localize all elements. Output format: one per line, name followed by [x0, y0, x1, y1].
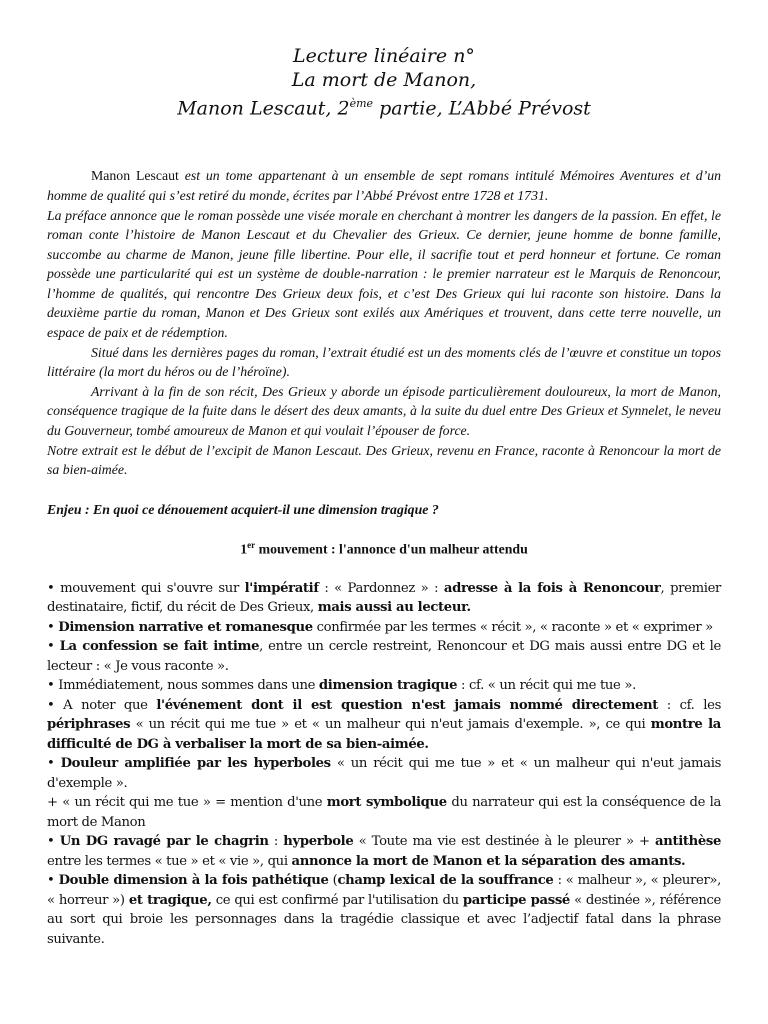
document-title	[47, 44, 721, 120]
note-item: + « un récit qui me tue » = mention d'une mort symbolique du narrateur qui est la conséquence de la mort de Manon	[47, 795, 721, 830]
intro-paragraph-2: La préface annonce que le roman possède une visée morale en cherchant à montrer les dangers de la passion. En effet, le roman conte l’histoire de Manon Lescaut et du Chevalier des Grieux. Ce dernier, jeune homme de bonne famille, succombe au charme de Manon, jeune fille libertine. Pour elle, il sacrifie tout et perd honneur et fortune. Ce roman possède une particularité qui est un système de double-narration : le premier narrateur est le Marquis de Renoncour, l’homme de qualités, qui rencontre Des Grieux deux fois, et c’est Des Grieux qui lui raconte son histoire. Dans la deuxième partie du roman, Manon et Des Grieux sont exilés aux Amériques et trouvent, dans cette terre nouvelle, un espace de paix et de rédemption.	[47, 207, 721, 341]
note-item: • Un DG ravagé par le chagrin : hyperbole « Toute ma vie est destinée à le pleurer » + antithèse entre les termes « tue » et « vie », qui annonce la mort de Manon et la séparation des amants.	[47, 834, 721, 869]
title-line-3: Manon Lescaut, 2ème partie, L’Abbé Prévost	[177, 97, 591, 120]
movement-heading: 1er mouvement : l'annonce d'un malheur attendu	[240, 540, 528, 558]
title-line-1: Lecture linéaire n°	[293, 45, 475, 67]
note-item: • Double dimension à la fois pathétique (champ lexical de la souffrance : « malheur », « pleurer», « horreur ») et tragique, ce qui est confirmé par l'utilisation du participe passé « destinée », référence au sort qui broie les personnages dans la tragédie classique et avec l’adjectif fatal dans la phrase suivante.	[47, 873, 722, 947]
note-item: • Immédiatement, nous sommes dans une dimension tragique : cf. « un récit qui me tue ».	[47, 678, 636, 694]
enjeu-question: Enjeu : En quoi ce dénouement acquiert-il une dimension tragique ?	[47, 501, 439, 517]
title-line-2: La mort de Manon,	[291, 69, 477, 91]
note-item: • La confession se fait intime, entre un cercle restreint, Renoncour et DG mais aussi entre DG et le lecteur : « Je vous raconte ».	[47, 639, 721, 674]
intro-paragraph-1: Manon Lescaut est un tome appartenant à un ensemble de sept romans intitulé Mémoires Aventures et d’un homme de qualité qui s’est retiré du monde, écrites par l’Abbé Prévost entre 1728 et 1731.	[47, 168, 722, 203]
intro-paragraph-4: Arrivant à la fin de son récit, Des Grieux y aborde un épisode particulièrement douloureux, la mort de Manon, conséquence tragique de la fuite dans le désert des deux amants, à la suite du duel entre Des Grieux et Synnelet, le neveu du Gouverneur, tombé amoureux de Manon et qui voulait l’épouser de force.	[47, 383, 721, 439]
note-item: • A noter que l'événement dont il est question n'est jamais nommé directement : cf. les périphrases « un récit qui me tue » et « un malheur qui n'eut jamais d'exemple. », ce qui montre la difficulté de DG à verbaliser la mort de sa bien-aimée.	[47, 697, 721, 752]
intro-paragraph-5: Notre extrait est le début de l’excipit de Manon Lescaut. Des Grieux, revenu en France, raconte à Renoncour la mort de sa bien-aimée.	[47, 442, 721, 478]
note-item: • Dimension narrative et romanesque confirmée par les termes « récit », « raconte » et « exprimer »	[47, 619, 713, 635]
document-page	[47, 44, 721, 949]
analysis-notes	[47, 579, 721, 950]
introduction	[47, 166, 721, 480]
intro-paragraph-3: Situé dans les dernières pages du roman, l’extrait étudié est un des moments clés de l’œuvre et constitue un topos littéraire (la mort du héros ou de l’héroïne).	[47, 344, 721, 380]
note-item: • mouvement qui s'ouvre sur l'impératif : « Pardonnez » : adresse à la fois à Renoncour, premier destinataire, fictif, du récit de Des Grieux, mais aussi au lecteur.	[47, 580, 721, 616]
note-item: • Douleur amplifiée par les hyperboles « un récit qui me tue » et « un malheur qui n'eut jamais d'exemple ».	[47, 756, 721, 791]
